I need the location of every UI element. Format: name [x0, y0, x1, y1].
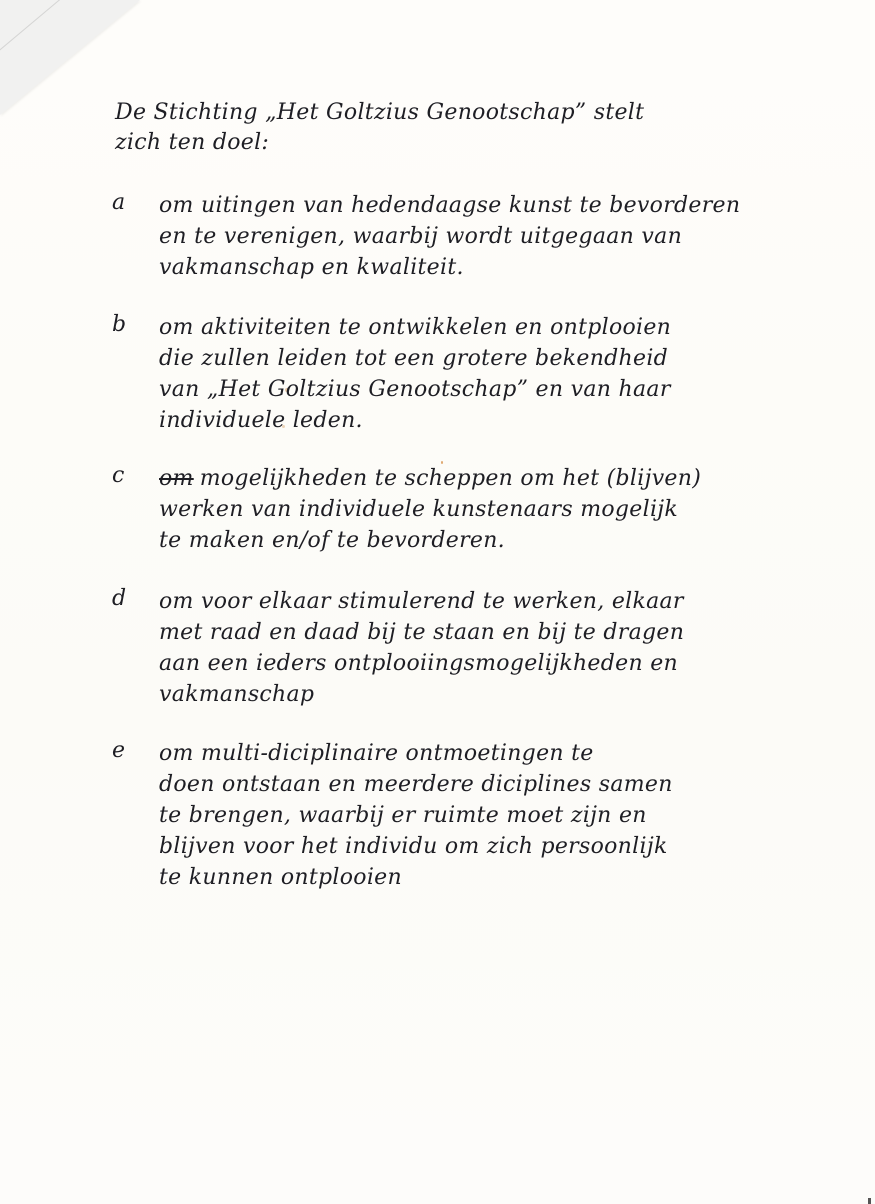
item-text [159, 190, 819, 283]
text-line: en te verenigen, waarbij wordt uitgegaan van [159, 224, 683, 249]
text-line: te brengen, waarbij er ruimte moet zijn en [159, 803, 647, 828]
text-fragment: mogelijkheden te scheppen om het (blijven) [199, 466, 702, 491]
text-line: blijven voor het individu om zich persoonlijk [159, 834, 668, 859]
text-line: om aktiviteiten te ontwikkelen en ontplooien [159, 315, 672, 340]
text-line: van „Het Goltzius Genootschap” en van haar [159, 377, 671, 402]
item-letter: d [112, 586, 127, 611]
text-line: werken van individuele kunstenaars mogelijk [159, 497, 679, 522]
text-line: die zullen leiden tot een grotere bekendheid [159, 346, 669, 371]
item-letter: e [112, 738, 126, 763]
text-line: doen ontstaan en meerdere diciplines samen [159, 772, 673, 797]
text-line: met raad en daad bij te staan en bij te dragen [159, 620, 685, 645]
intro-line: De Stichting „Het Goltzius Genootschap” stelt [115, 100, 645, 125]
struck-out-word: om [159, 466, 194, 491]
item-text [159, 463, 819, 556]
text-line: vakmanschap [159, 682, 315, 707]
text-line: te kunnen ontplooien [159, 865, 402, 890]
text-line: om uitingen van hedendaagse kunst te bevorderen [159, 193, 741, 218]
item-letter: c [112, 463, 125, 488]
intro-paragraph [115, 98, 795, 158]
item-letter: a [112, 190, 126, 215]
text-line: individuele leden. [159, 408, 363, 433]
intro-line: zich ten doel: [115, 130, 270, 155]
item-text [159, 738, 819, 893]
text-line: om voor elkaar stimulerend te werken, elkaar [159, 589, 684, 614]
paper-stain [868, 1198, 871, 1204]
item-text [159, 586, 819, 710]
text-line [159, 463, 819, 494]
text-line: aan een ieders ontplooiingsmogelijkheden en [159, 651, 679, 676]
item-text [159, 312, 819, 436]
text-line: vakmanschap en kwaliteit. [159, 255, 464, 280]
text-line: om multi-diciplinaire ontmoetingen te [159, 741, 594, 766]
text-line: te maken en/of te bevorderen. [159, 528, 505, 553]
item-letter: b [112, 312, 127, 337]
